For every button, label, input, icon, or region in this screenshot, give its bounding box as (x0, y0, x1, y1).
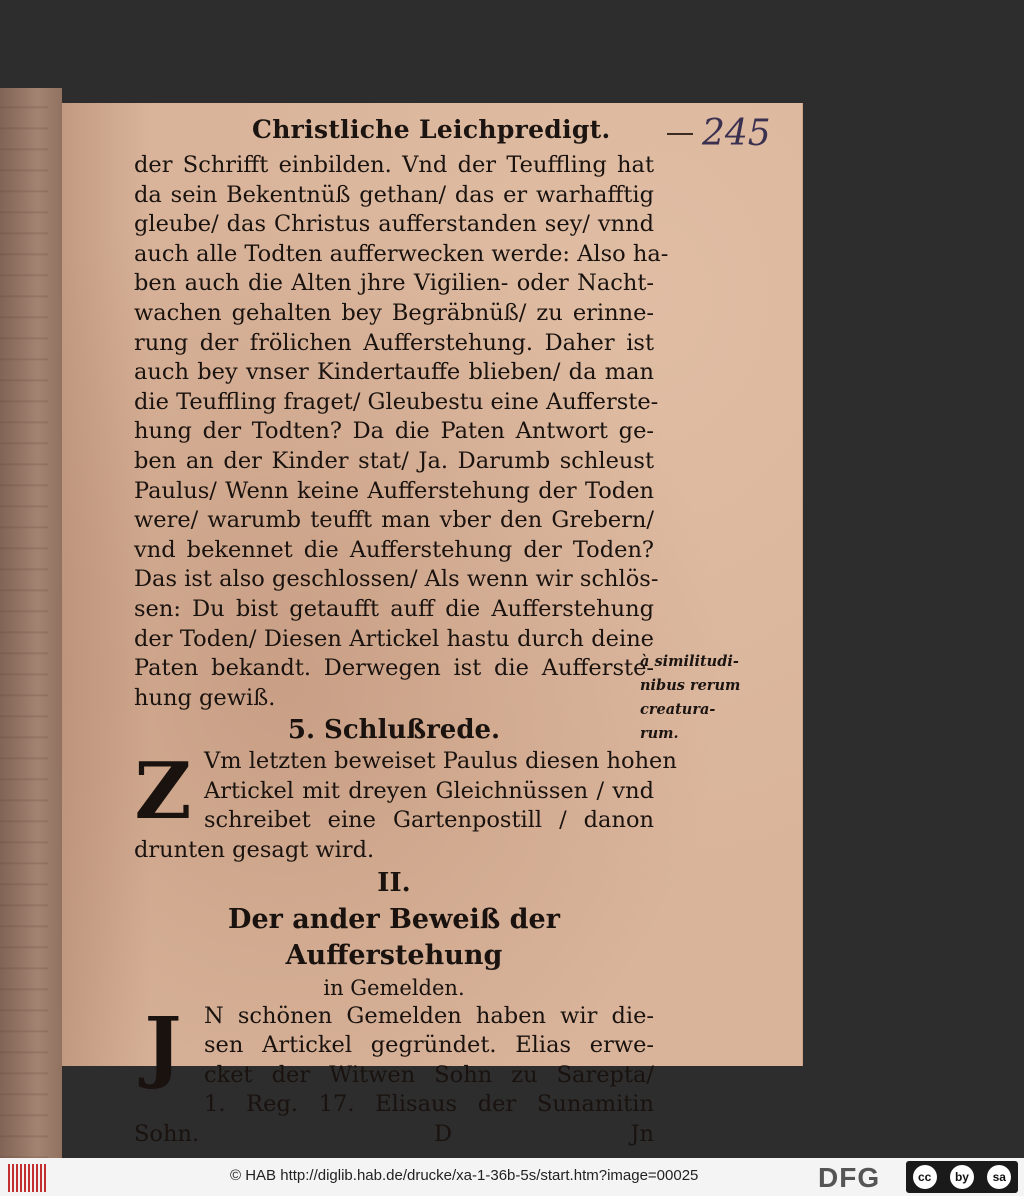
cc-license-badge[interactable] (906, 1161, 1018, 1193)
text-line: die Teuffling fraget/ Gleubestu eine Aufferste- (134, 388, 659, 415)
cc-icon: cc (913, 1165, 937, 1189)
text-line: ben an der Kinder stat/ Ja. Darumb schleust (134, 447, 654, 474)
text-line: rung der frölichen Aufferstehung. Daher ist (134, 329, 654, 356)
previous-page-text-shadow (0, 88, 48, 1158)
text-line: N schönen Gemelden haben wir die- (204, 1002, 654, 1029)
footer-bar (0, 1158, 1024, 1196)
section-heading-schlussrede: 5. Schlußrede. (287, 715, 501, 746)
page-number: 245 (702, 113, 771, 154)
decorated-initial-z: Z (134, 746, 192, 838)
text-line: gleube/ das Christus aufferstanden sey/ vnnd (134, 211, 654, 238)
margin-note-line: creatura- (640, 701, 716, 718)
text-line: hung gewiß. (134, 684, 276, 711)
by-icon: by (950, 1165, 974, 1189)
text-line: der Toden/ Diesen Artickel hastu durch deine (134, 625, 654, 652)
text-line: ben auch die Alten jhre Vigilien- oder Nacht- (134, 270, 654, 297)
main-text-block (134, 151, 677, 1150)
roman-numeral-heading: II. (377, 867, 411, 898)
margin-note-line: à similitudi- (640, 653, 739, 670)
text-line: auch alle Todten aufferwecken werde: Also ha- (134, 240, 669, 267)
text-line: sen: Du bist getaufft auff die Aufferstehung (134, 595, 654, 622)
text-line: da sein Bekentnüß gethan/ das er warhafftig (134, 181, 654, 208)
last-word: Sohn. (134, 1121, 200, 1148)
text-line: Paten bekandt. Derwegen ist die Aufferste- (134, 655, 654, 682)
paragraph-gemelden (134, 1002, 654, 1120)
text-line: drunten gesagt wird. (134, 837, 375, 864)
margin-note-line: rum. (640, 725, 679, 742)
text-line: cket der Witwen Sohn zu Sarepta/ (204, 1061, 654, 1088)
paragraph-schlussrede (134, 746, 677, 865)
text-line: hung der Todten? Da die Paten Antwort ge- (134, 418, 654, 445)
margin-note (640, 650, 750, 746)
text-line: vnd bekennet die Aufferstehung der Toden? (134, 536, 654, 563)
hab-logo-icon (8, 1164, 48, 1192)
running-head: Christliche Leichpredigt. (252, 115, 611, 144)
page-number-dash (667, 133, 693, 135)
section-subtitle: in Gemelden. (323, 975, 465, 1000)
text-line: were/ warumb teufft man vber den Grebern/ (134, 507, 654, 534)
text-line: Artickel mit dreyen Gleichnüssen / vnd (204, 777, 654, 804)
book-page (62, 103, 802, 1148)
page-foot-line (134, 1120, 654, 1150)
copyright-link[interactable]: © HAB http://diglib.hab.de/drucke/xa-1-36b-5s/start.htm?image=00025 (230, 1167, 699, 1184)
catchword: Jn (630, 1121, 654, 1148)
text-line: Paulus/ Wenn keine Aufferstehung der Toden (134, 477, 654, 504)
margin-note-line: nibus rerum (640, 677, 741, 694)
section-title-beweiss: Der ander Beweiß der Aufferstehung (228, 903, 560, 971)
dfg-logo: DFG (818, 1162, 881, 1193)
text-line: Das ist also geschlossen/ Als wenn wir schlös- (134, 566, 659, 593)
text-line: wachen gehalten bey Begräbnüß/ zu erinne- (134, 299, 654, 326)
decorated-initial-j: J (144, 1000, 182, 1092)
text-line: 1. Reg. 17. Elisaus der Sunamitin (204, 1091, 654, 1118)
text-line: schreibet eine Gartenpostill / danon (204, 807, 654, 834)
text-line: Vm letzten beweiset Paulus diesen hohen (204, 748, 677, 775)
signature-mark: D (434, 1121, 453, 1148)
text-line: der Schrifft einbilden. Vnd der Teuffling hat (134, 152, 654, 178)
text-line: auch bey vnser Kindertauffe blieben/ da man (134, 359, 654, 386)
sa-icon: sa (987, 1165, 1011, 1189)
text-line: sen Artickel gegründet. Elias erwe- (204, 1032, 654, 1059)
